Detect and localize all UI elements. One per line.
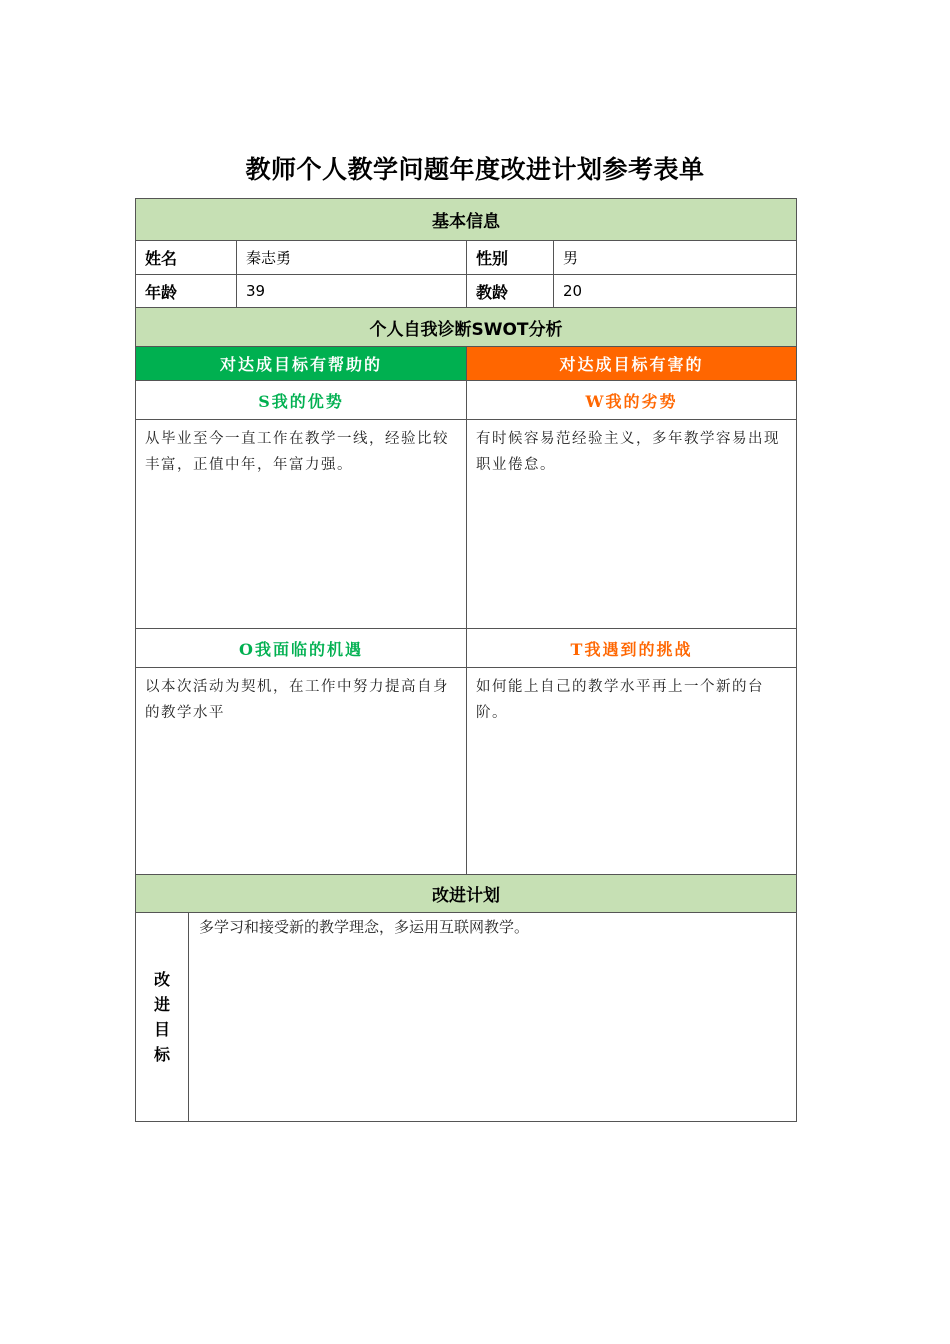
sw-title-row <box>136 381 796 420</box>
swot-header: 个人自我诊断SWOT分析 <box>136 308 796 347</box>
basic-info-header: 基本信息 <box>136 199 796 241</box>
age-label: 年龄 <box>136 275 237 307</box>
plan-header: 改进计划 <box>136 875 796 913</box>
age-years-row <box>136 275 796 308</box>
goal-label-char: 进 <box>153 995 170 1014</box>
teaching-years-label: 教龄 <box>467 275 554 307</box>
goal-label-char: 目 <box>153 1020 170 1039</box>
name-gender-row <box>136 241 796 275</box>
sw-body-row <box>136 420 796 629</box>
plan-body-row <box>136 913 796 1121</box>
goal-label <box>136 913 189 1121</box>
plan-form-table <box>135 198 797 1122</box>
weaknesses-text: 有时候容易范经验主义，多年教学容易出现职业倦怠。 <box>476 431 780 473</box>
goal-label-char: 标 <box>153 1045 170 1064</box>
helpful-header: 对达成目标有帮助的 <box>136 347 467 380</box>
goal-text: 多学习和接受新的教学理念，多运用互联网教学。 <box>199 918 530 936</box>
harmful-header: 对达成目标有害的 <box>467 347 796 380</box>
age-value: 39 <box>237 275 467 307</box>
teaching-years-value: 20 <box>563 282 583 300</box>
strengths-text: 从毕业至今一直工作在教学一线，经验比较丰富，正值中年，年富力强。 <box>136 420 467 628</box>
strengths-title: S我的优势 <box>136 381 467 419</box>
goal-label-char: 改 <box>153 970 170 989</box>
threats-text: 如何能上自己的教学水平再上一个新的台阶。 <box>476 679 764 721</box>
gender-label: 性别 <box>467 241 554 274</box>
document-title: 教师个人教学问题年度改进计划参考表单 <box>245 155 705 184</box>
gender-value: 男 <box>563 249 579 267</box>
name-value: 秦志勇 <box>237 241 467 274</box>
helpful-harmful-row <box>136 347 796 381</box>
ot-title-row <box>136 629 796 668</box>
ot-body-row <box>136 668 796 875</box>
weaknesses-title: W我的劣势 <box>585 391 678 411</box>
opportunities-title: O我面临的机遇 <box>136 629 467 667</box>
name-label: 姓名 <box>136 241 237 274</box>
opportunities-text: 以本次活动为契机，在工作中努力提高自身的教学水平 <box>136 668 467 874</box>
threats-title: T我遇到的挑战 <box>570 639 693 659</box>
